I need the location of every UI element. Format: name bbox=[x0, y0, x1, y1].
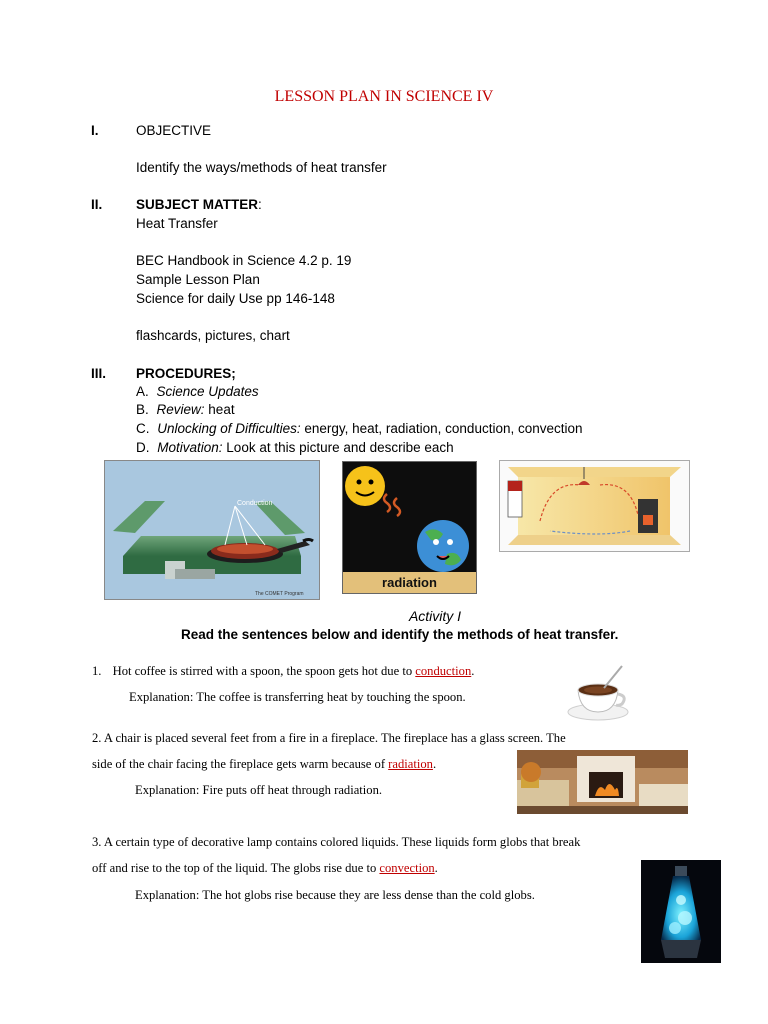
section-2-heading-suffix: : bbox=[258, 197, 262, 212]
section-2-heading-line bbox=[136, 196, 262, 214]
question-punct: . bbox=[471, 664, 475, 678]
question-2-line-2 bbox=[92, 755, 436, 773]
procedure-letter: A. bbox=[136, 384, 149, 399]
fireplace-picture bbox=[517, 750, 688, 814]
answer-radiation: radiation bbox=[388, 757, 433, 771]
procedure-label: Review: bbox=[156, 402, 205, 417]
radiation-picture bbox=[342, 461, 477, 594]
procedure-item-d bbox=[136, 439, 454, 457]
procedure-label: Motivation: bbox=[157, 440, 223, 455]
question-text: A certain type of decorative lamp contains colored liquids. These liquids form globs that break bbox=[103, 835, 581, 849]
procedure-text: energy, heat, radiation, conduction, convection bbox=[300, 421, 583, 436]
convection-picture bbox=[499, 460, 690, 552]
procedure-text: heat bbox=[204, 402, 235, 417]
section-2-heading: SUBJECT MATTER bbox=[136, 197, 259, 212]
explanation-3: Explanation: The hot globs rise because they are less dense than the cold globs. bbox=[135, 888, 535, 902]
section-3-heading: PROCEDURES; bbox=[136, 366, 236, 381]
procedure-label: Science Updates bbox=[156, 384, 259, 399]
question-punct: . bbox=[434, 861, 438, 875]
reference-3: Science for daily Use pp 146-148 bbox=[136, 291, 335, 306]
materials-text: flashcards, pictures, chart bbox=[136, 328, 290, 343]
question-text: A chair is placed several feet from a fire in a fireplace. The fireplace has a glass screen. The bbox=[103, 731, 566, 745]
conduction-label: Conduction bbox=[237, 500, 273, 507]
stove-illustration bbox=[105, 461, 319, 599]
procedure-letter: B. bbox=[136, 402, 149, 417]
question-text: side of the chair facing the fireplace gets warm because of bbox=[92, 757, 389, 771]
fireplace-room-illustration bbox=[517, 750, 688, 814]
procedure-item-c bbox=[136, 420, 583, 438]
question-2-line-1 bbox=[92, 729, 566, 747]
sun-icon bbox=[345, 466, 385, 506]
activity-instruction: Read the sentences below and identify the methods of heat transfer. bbox=[181, 627, 619, 642]
coffee-picture bbox=[566, 662, 630, 724]
conduction-picture bbox=[104, 460, 320, 600]
objective-text: Identify the ways/methods of heat transfer bbox=[136, 160, 387, 175]
radiation-label: radiation bbox=[382, 575, 437, 590]
procedure-letter: D. bbox=[136, 440, 150, 455]
coffee-cup-icon bbox=[566, 662, 630, 724]
explanation-2: Explanation: Fire puts off heat through radiation. bbox=[135, 783, 383, 797]
activity-title: Activity I bbox=[408, 608, 462, 624]
page-title: LESSON PLAN IN SCIENCE IV bbox=[274, 88, 494, 105]
procedure-text: Look at this picture and describe each bbox=[222, 440, 454, 455]
section-1-number: I. bbox=[91, 123, 99, 138]
procedure-label: Unlocking of Difficulties: bbox=[157, 421, 301, 436]
lava-lamp-icon bbox=[641, 860, 721, 963]
question-number: 2. bbox=[92, 731, 102, 745]
question-text: off and rise to the top of the liquid. The globs rise due to bbox=[92, 861, 380, 875]
reference-2: Sample Lesson Plan bbox=[136, 272, 260, 287]
section-3-number: III. bbox=[91, 366, 107, 381]
question-1 bbox=[92, 662, 474, 680]
subject-topic: Heat Transfer bbox=[136, 216, 218, 231]
procedure-letter: C. bbox=[136, 421, 150, 436]
room-illustration bbox=[500, 461, 689, 551]
section-1-heading: OBJECTIVE bbox=[136, 123, 212, 138]
conduction-credit: The COMET Program bbox=[255, 591, 304, 597]
question-3-line-1 bbox=[92, 833, 580, 851]
question-3-line-2 bbox=[92, 859, 438, 877]
explanation-1: Explanation: The coffee is transferring heat by touching the spoon. bbox=[129, 690, 466, 704]
lava-lamp-picture bbox=[641, 860, 721, 963]
section-2-number: II. bbox=[91, 197, 103, 212]
earth-icon bbox=[417, 520, 469, 572]
procedure-item-b bbox=[136, 401, 235, 419]
reference-1: BEC Handbook in Science 4.2 p. 19 bbox=[136, 253, 352, 268]
question-punct: . bbox=[432, 757, 437, 771]
question-text: Hot coffee is stirred with a spoon, the spoon gets hot due to bbox=[112, 664, 416, 678]
procedure-item-a bbox=[136, 383, 259, 401]
question-number: 3. bbox=[92, 835, 102, 849]
answer-conduction: conduction bbox=[415, 664, 472, 678]
question-number: 1. bbox=[92, 664, 102, 678]
answer-convection: convection bbox=[379, 861, 435, 875]
